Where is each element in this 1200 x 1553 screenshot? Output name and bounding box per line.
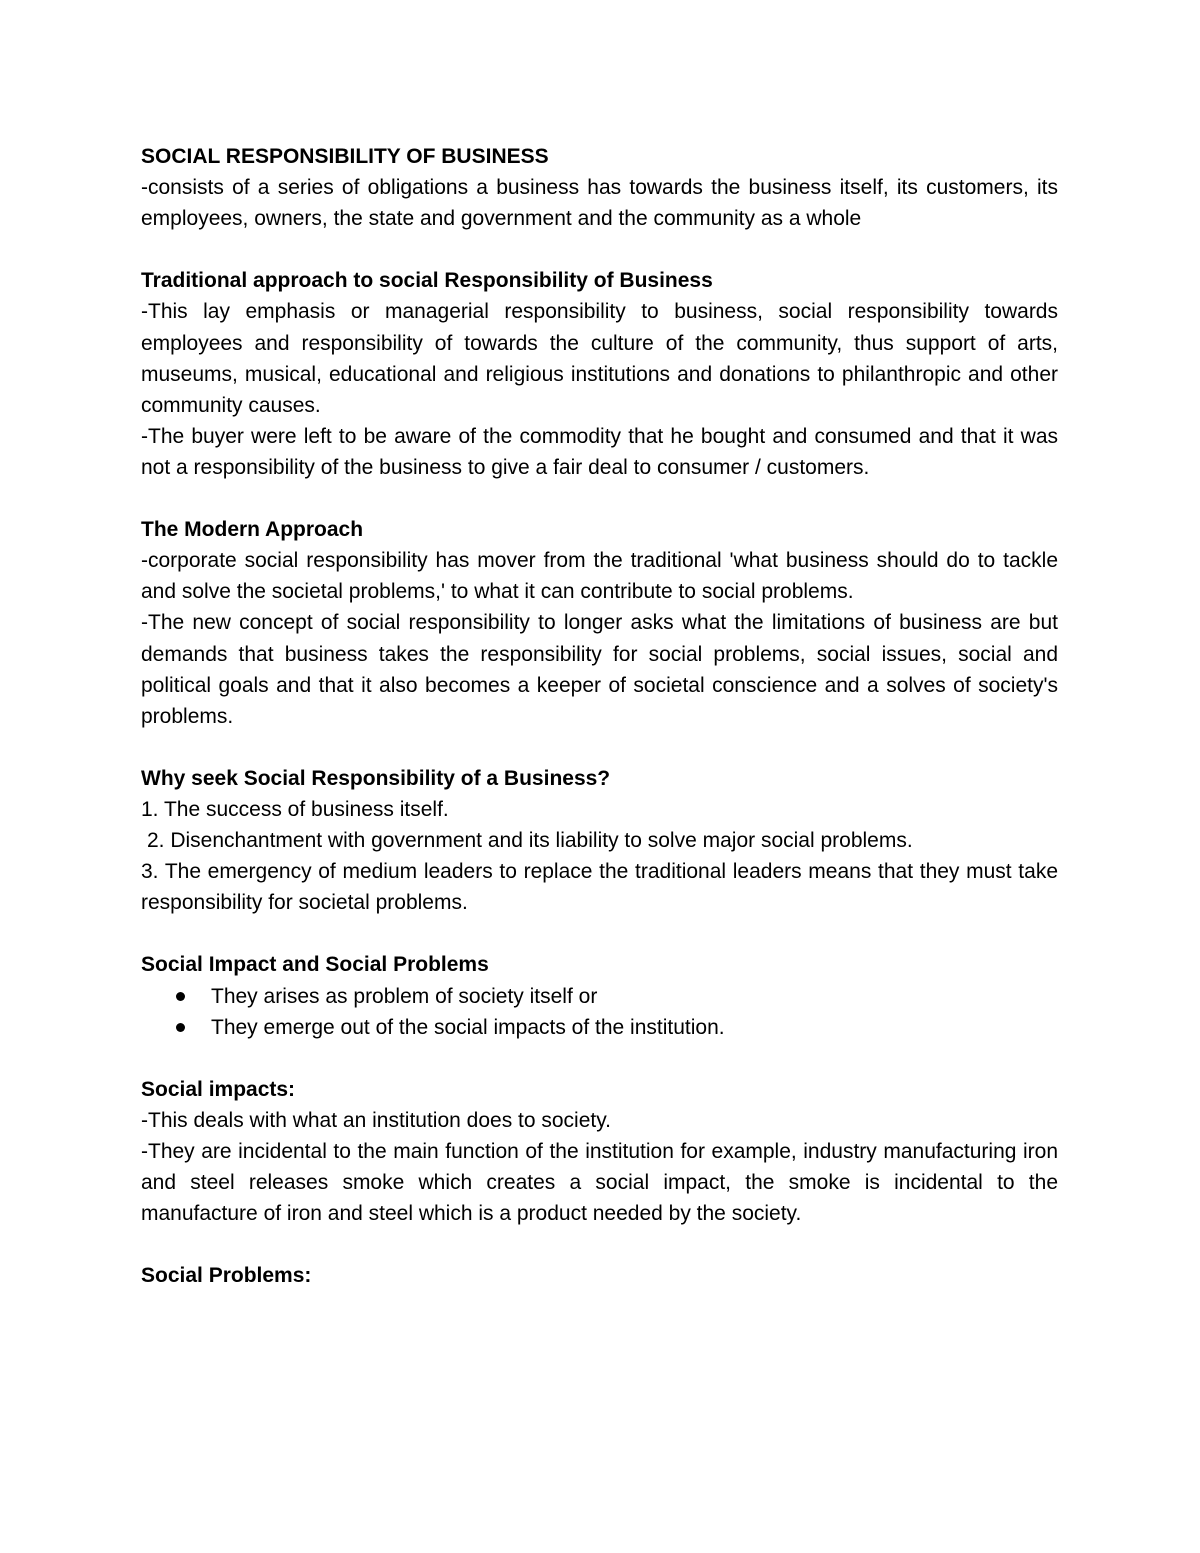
section-traditional-approach xyxy=(141,265,1058,483)
section-why-seek xyxy=(141,763,1058,918)
impacts-heading: Social impacts: xyxy=(141,1077,296,1101)
why-item: 3. The emergency of medium leaders to replace the traditional leaders means that they must take responsibility for societal problems. xyxy=(141,860,1058,915)
modern-paragraph: -The new concept of social responsibility to longer asks what the limitations of business are but demands that business takes the responsibility for social problems, social issues, social and political goals and that it also becomes a keeper of societal conscience and a solves of society's problems. xyxy=(141,611,1058,728)
bullet-icon xyxy=(176,992,185,1001)
traditional-heading: Traditional approach to social Responsibility of Business xyxy=(141,269,713,293)
problems-heading: Social Problems: xyxy=(141,1264,312,1288)
impact-problems-heading: Social Impact and Social Problems xyxy=(141,953,489,977)
title-definition: -consists of a series of obligations a business has towards the business itself, its customers, its employees, owners, the state and government and the community as a whole xyxy=(141,176,1058,231)
why-item: 2. Disenchantment with government and its liability to solve major social problems. xyxy=(147,829,913,853)
document-page xyxy=(141,141,1058,1323)
why-item: 1. The success of business itself. xyxy=(141,797,449,821)
bullet-icon xyxy=(176,1023,185,1032)
list-item xyxy=(141,981,1058,1012)
section-impact-and-problems xyxy=(141,949,1058,1042)
why-heading: Why seek Social Responsibility of a Business? xyxy=(141,766,611,790)
section-modern-approach xyxy=(141,514,1058,732)
modern-heading: The Modern Approach xyxy=(141,518,364,542)
document-title: SOCIAL RESPONSIBILITY OF BUSINESS xyxy=(141,145,549,168)
section-social-problems xyxy=(141,1260,1058,1291)
traditional-paragraph: -The buyer were left to be aware of the commodity that he bought and consumed and that it was not a responsibility of the business to give a fair deal to consumer / customers. xyxy=(141,424,1058,479)
impacts-paragraph: -They are incidental to the main function of the institution for example, industry manufacturing iron and steel releases smoke which creates a social impact, the smoke is incidental to the manufacture of iron and steel which is a product needed by the society. xyxy=(141,1140,1058,1226)
section-social-impacts xyxy=(141,1074,1058,1229)
section-title xyxy=(141,141,1058,234)
list-item-text: They arises as problem of society itself or xyxy=(211,984,598,1008)
bullet-list xyxy=(141,981,1058,1043)
impacts-paragraph: -This deals with what an institution does to society. xyxy=(141,1108,612,1132)
traditional-paragraph: -This lay emphasis or managerial responsibility to business, social responsibility towards employees and responsibility of towards the culture of the community, thus support of arts, museums, musical, educational and religious institutions and donations to philanthropic and other community causes. xyxy=(141,300,1058,417)
list-item-text: They emerge out of the social impacts of the institution. xyxy=(211,1015,725,1039)
modern-paragraph: -corporate social responsibility has mover from the traditional 'what business should do to tackle and solve the societal problems,' to what it can contribute to social problems. xyxy=(141,549,1058,604)
list-item xyxy=(141,1012,1058,1043)
